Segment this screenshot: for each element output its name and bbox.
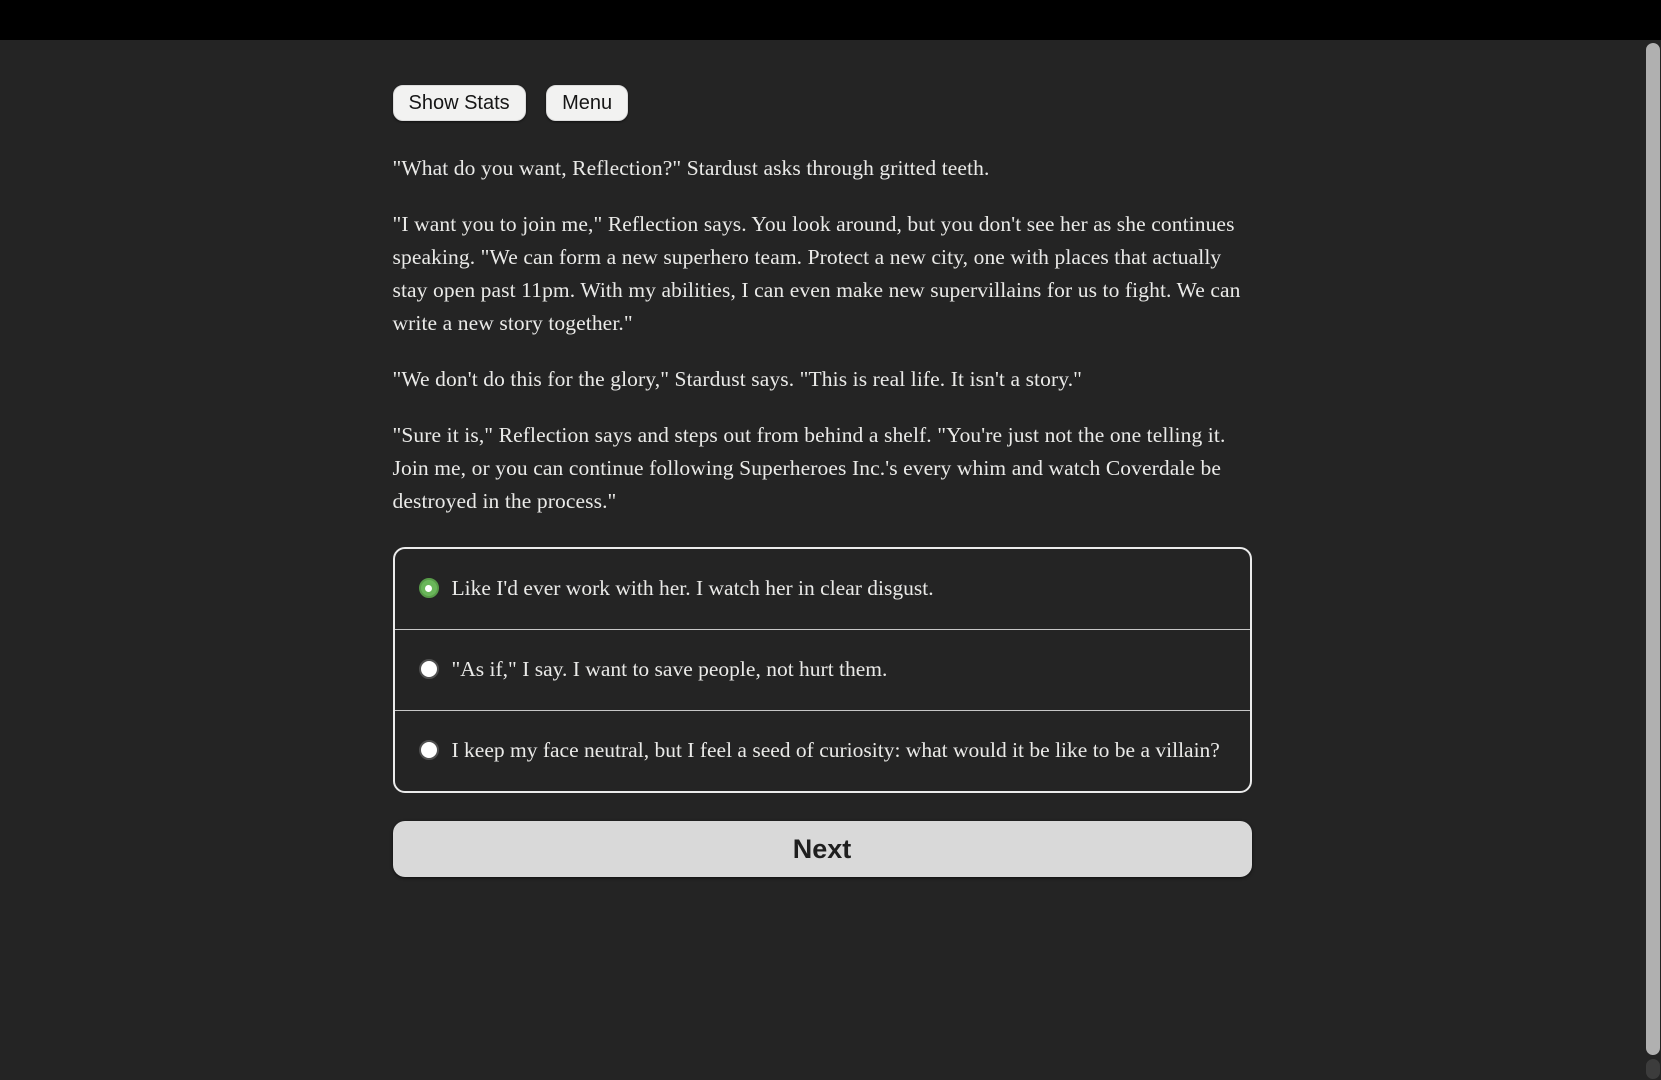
toolbar	[393, 85, 1252, 121]
scrollbar-track-end	[1646, 1059, 1660, 1079]
choice-option-label: "As if," I say. I want to save people, not hurt them.	[451, 657, 888, 681]
story-paragraph: "I want you to join me," Reflection says. You look around, but you don't see her as she continues speaking. "We can form a new superhero team. Protect a new city, one with places that actually stay open past 11pm. With my abilities, I can even make new supervillains for us to fight. We can write a new story together."	[392, 212, 1241, 335]
choice-option-2[interactable]	[395, 629, 1250, 710]
next-button[interactable]: Next	[393, 821, 1252, 877]
story-paragraph: "What do you want, Reflection?" Stardust asks through gritted teeth.	[392, 156, 990, 180]
story-paragraph: "Sure it is," Reflection says and steps out from behind a shelf. "You're just not the one telling it. Join me, or you can continue following Superheroes Inc.'s every whim and watch Coverdale be destroyed in the process."	[392, 423, 1226, 513]
main-area	[0, 40, 1644, 877]
scrollbar-thumb[interactable]	[1646, 43, 1660, 1055]
choice-list	[393, 547, 1252, 793]
choice-option-label: Like I'd ever work with her. I watch her in clear disgust.	[451, 576, 934, 600]
top-bar	[0, 0, 1661, 40]
show-stats-button[interactable]: Show Stats	[393, 85, 526, 121]
menu-button[interactable]: Menu	[546, 85, 628, 121]
story-content	[393, 40, 1252, 877]
choice-option-label: I keep my face neutral, but I feel a seed of curiosity: what would it be like to be a villain?	[451, 738, 1220, 762]
choice-option-3[interactable]	[395, 710, 1250, 791]
radio-icon[interactable]	[419, 740, 439, 760]
choice-option-1[interactable]	[395, 549, 1250, 629]
story-paragraph: "We don't do this for the glory," Stardust says. "This is real life. It isn't a story."	[392, 367, 1083, 391]
radio-icon[interactable]	[419, 578, 439, 598]
radio-icon[interactable]	[419, 659, 439, 679]
scrollbar-track[interactable]	[1644, 40, 1661, 1080]
